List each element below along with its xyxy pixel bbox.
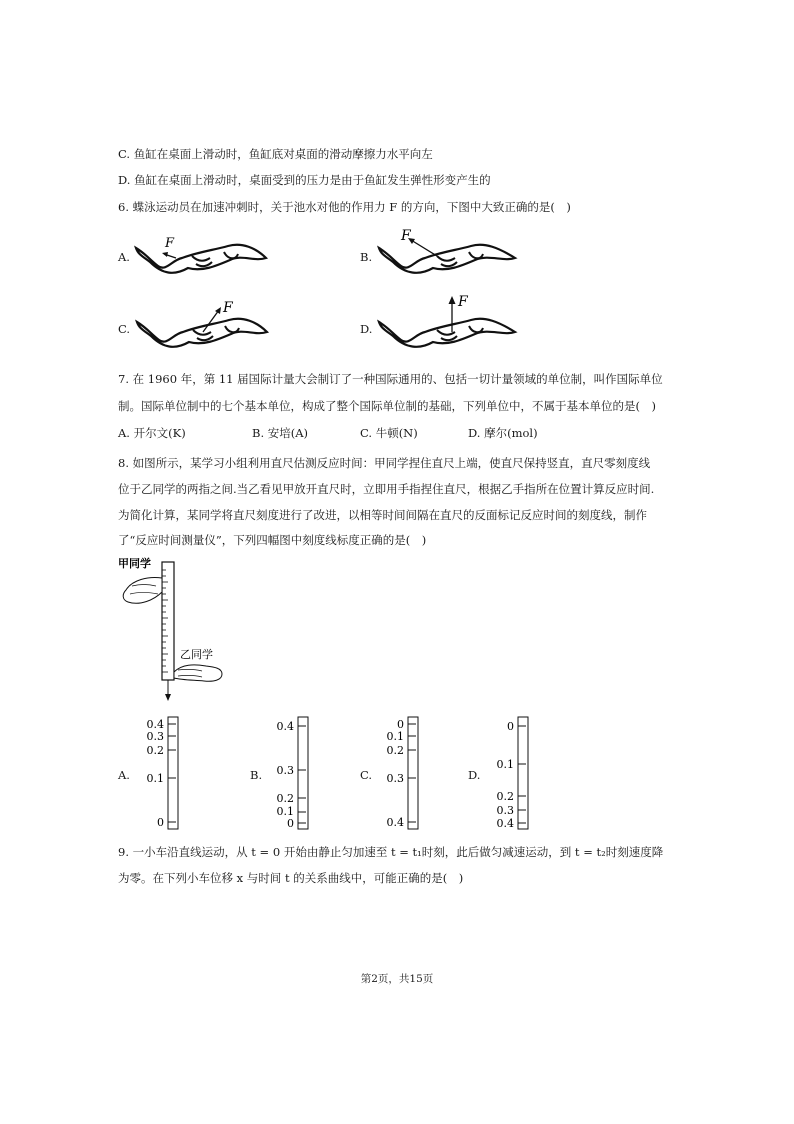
scale-a-tick-label: 0.1 [146,772,164,785]
scale-b-tick-label: 0.2 [276,792,294,805]
q9-stem-line1: 9. 一小车沿直线运动，从 t = 0 开始由静止匀加速至 t = t₁时刻，此后做匀减速运动，到 t = t₂时刻速度降 [118,845,664,859]
scale-b-tick-label: 0.4 [276,720,294,733]
force-label: F [401,228,411,244]
scale-c-tick-label: 0 [397,718,404,731]
q7-stem-line1: 7. 在 1960 年，第 11 届国际计量大会制订了一种国际通用的、包括一切计量领域的单位制，叫作国际单位 [118,372,663,386]
force-label: F [165,236,175,251]
q5-option-d: D. 鱼缸在桌面上滑动时，桌面受到的压力是由于鱼缸发生弹性形变产生的 [118,173,491,187]
q7-option-c: C. 牛顿(N) [360,426,418,440]
q7-option-b: B. 安培(A) [252,426,309,440]
q8-stem-line2: 位于乙同学的两指之间.当乙看见甲放开直尺时，立即用手指捏住直尺，根据乙手指所在位置计算反应时间. [118,482,655,496]
scale-a-tick-label: 0.2 [146,744,164,757]
q8-option-a-label: A. [118,768,130,782]
q8-stem-line4: 了“反应时间测量仪”，下列四幅图中刻度线标度正确的是( ) [118,533,427,547]
hand-b-icon [174,665,222,681]
scale-b-tick-label: 0.3 [276,764,294,777]
scale-c-tick-label: 0.4 [386,816,404,829]
swimmer-body [379,319,515,347]
scale-c-tick-label: 0.3 [386,772,404,785]
q8-option-d-label: D. [468,768,481,782]
q6-swimmer-b-figure [375,226,525,278]
q9-stem-line2: 为零。在下列小车位移 x 与时间 t 的关系曲线中，可能正确的是( ) [118,871,464,885]
person-b-label: 乙同学 [180,648,213,661]
q8-option-b-label: B. [250,768,263,782]
q6-swimmer-d-figure [375,292,525,354]
q6-option-b-label: B. [360,250,373,264]
swimmer-body [379,245,515,273]
q7-option-d: D. 摩尔(mol) [468,426,538,440]
q6-swimmer-c-figure [133,296,273,354]
q8-stem-line3: 为简化计算，某同学将直尺刻度进行了改进，以相等时间间隔在直尺的反面标记反应时间的刻度线，制作 [118,508,647,522]
scale-d-tick-label: 0.3 [496,804,514,817]
hand-a-icon [123,578,162,604]
scale-a-tick-label: 0.3 [146,730,164,743]
scale-d-tick-label: 0.1 [496,758,514,771]
q5-option-c: C. 鱼缸在桌面上滑动时，鱼缸底对桌面的滑动摩擦力水平向左 [118,147,433,161]
scale-d-tick-label: 0.4 [496,817,514,830]
q8-ruler-illustration [118,556,238,702]
q6-option-a-label: A. [118,250,130,264]
scale-d-tick-label: 0.2 [496,790,514,803]
force-label: F [458,294,468,310]
person-a-label: 甲同学 [118,557,151,570]
q6-option-d-label: D. [360,322,373,336]
q8-scale-b [270,712,330,832]
q6-option-c-label: C. [118,322,131,336]
q7-stem-line2: 制。国际单位制中的七个基本单位，构成了整个国际单位制的基础，下列单位中，不属于基本单位的是( ) [118,399,656,413]
force-label: F [223,300,233,316]
scale-a-tick-label: 0 [157,816,164,829]
scale-a-tick-label: 0.4 [146,718,164,731]
swimmer-body [137,319,267,347]
scale-c-tick-label: 0.1 [386,730,404,743]
ruler [162,562,174,680]
q6-swimmer-a-figure [132,232,272,278]
force-arrow [203,310,219,332]
force-arrow [411,240,437,256]
scale-b-tick-label: 0.1 [276,805,294,818]
q8-stem-line1: 8. 如图所示，某学习小组利用直尺估测反应时间：甲同学捏住直尺上端，使直尺保持竖直，直尺零刻度线 [118,456,651,470]
q7-option-a: A. 开尔文(K) [118,426,186,440]
scale-b-tick-label: 0 [287,817,294,830]
swimmer-body [136,245,266,273]
q8-option-c-label: C. [360,768,373,782]
q6-stem: 6. 蝶泳运动员在加速冲刺时，关于池水对他的作用力 F 的方向，下图中大致正确的是( ) [118,200,571,214]
q8-scale-d [490,712,550,832]
q8-scale-c [380,712,440,832]
scale-d-tick-label: 0 [507,720,514,733]
q8-scale-a [140,712,200,832]
scale-c-tick-label: 0.2 [386,744,404,757]
page-footer: 第2页，共15页 [360,973,434,985]
